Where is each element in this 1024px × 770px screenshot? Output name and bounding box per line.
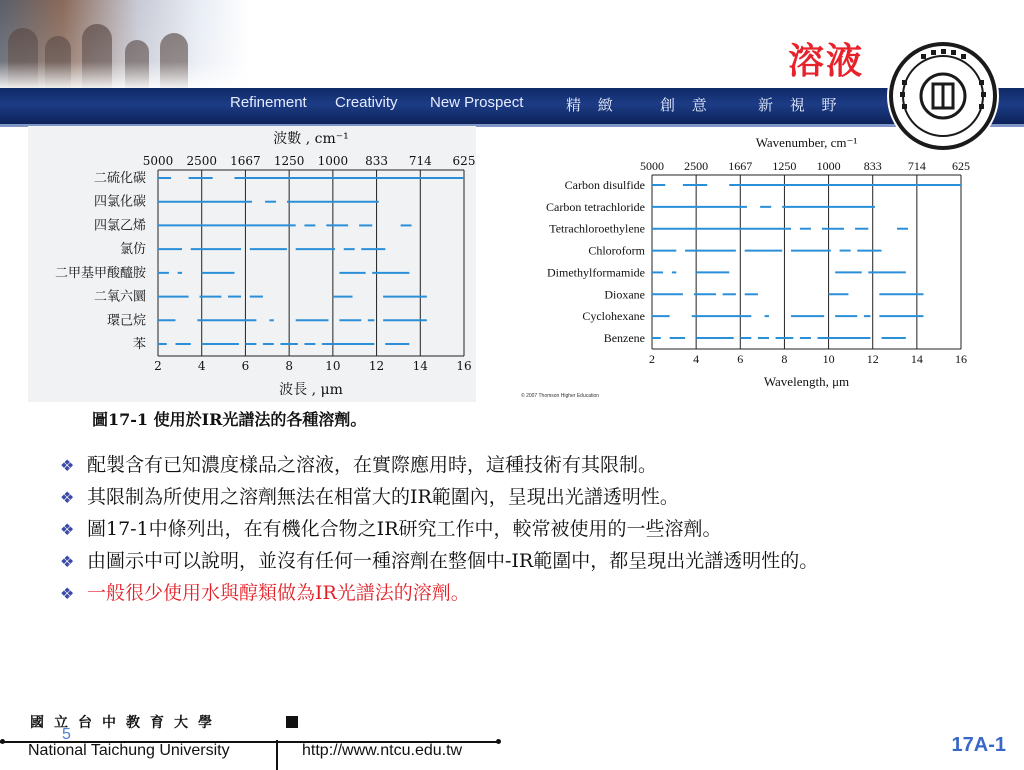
solvent-label: Chloroform xyxy=(588,243,645,258)
footer-separator xyxy=(276,740,278,770)
solvent-label: Dimethylformamide xyxy=(547,265,645,280)
wavelength-tick-label: 10 xyxy=(822,352,835,366)
wavenumber-tick-label: 1667 xyxy=(728,159,753,173)
wavelength-tick-label: 2 xyxy=(154,359,162,373)
wavelength-tick-label: 10 xyxy=(325,359,341,373)
bullet-list xyxy=(60,452,980,612)
footer-url-link[interactable]: http://www.ntcu.edu.tw xyxy=(302,742,463,759)
motto-zh-creativity: 創 意 xyxy=(660,96,713,114)
footer-university-name-en: National Taichung University xyxy=(28,742,230,759)
solvent-label: 四氯乙烯 xyxy=(93,218,146,234)
motto-new-prospect: New Prospect xyxy=(430,94,524,111)
wavelength-tick-label: 16 xyxy=(456,359,472,373)
bullet-text: 一般很少使用水與醇類做為IR光譜法的溶劑。 xyxy=(87,582,470,604)
chart-xlabel: 波長 , μm xyxy=(279,382,343,398)
wavelength-tick-label: 14 xyxy=(412,359,428,373)
diamond-bullet-icon: ❖ xyxy=(60,520,75,539)
diamond-bullet-icon: ❖ xyxy=(60,456,75,475)
solvent-label: 二甲基甲酸醯胺 xyxy=(54,265,146,281)
solvent-label: 氯仿 xyxy=(119,242,146,258)
wavenumber-tick-label: 1667 xyxy=(230,154,261,168)
wavenumber-tick-label: 1250 xyxy=(273,154,305,168)
wavelength-tick-label: 8 xyxy=(285,359,293,373)
bullet-text: 由圖示中可以說明，並沒有任何一種溶劑在整個中-IR範圍中，都呈現出光譜透明性的。 xyxy=(87,550,819,572)
chart-title: 波數 , cm⁻¹ xyxy=(273,131,349,147)
footer-university-name-cn: 國立台中教育大學 xyxy=(30,715,222,731)
wavelength-tick-label: 16 xyxy=(955,352,967,366)
wavelength-tick-label: 4 xyxy=(693,352,700,366)
wavelength-tick-label: 4 xyxy=(197,359,206,373)
solvent-label: Tetrachloroethylene xyxy=(549,221,645,236)
wavelength-tick-label: 2 xyxy=(649,352,655,366)
wavelength-tick-label: 12 xyxy=(368,359,385,373)
wavenumber-tick-label: 5000 xyxy=(640,159,664,173)
slide-footer xyxy=(0,712,1024,768)
wavenumber-tick-label: 714 xyxy=(408,154,432,168)
motto-bar xyxy=(0,88,1024,127)
wavenumber-tick-label: 714 xyxy=(907,159,926,173)
wavenumber-tick-label: 2500 xyxy=(186,154,217,168)
diamond-bullet-icon: ❖ xyxy=(60,488,75,507)
wavenumber-tick-label: 833 xyxy=(365,154,389,168)
bullet-item xyxy=(60,452,980,478)
footer-dot xyxy=(496,739,501,744)
wavenumber-tick-label: 1000 xyxy=(317,154,349,168)
slide-code: 17A-1 xyxy=(951,734,1006,756)
bullet-item-highlight xyxy=(60,580,980,606)
chart-xlabel: Wavelength, μm xyxy=(763,374,850,389)
slide-title: 溶液 xyxy=(787,40,864,82)
wavenumber-tick-label: 625 xyxy=(452,154,476,168)
solvent-label: 二氧六圜 xyxy=(93,289,146,305)
wavenumber-tick-label: 1000 xyxy=(816,159,841,173)
solvent-label: Benzene xyxy=(603,331,645,345)
motto-refinement: Refinement xyxy=(230,94,307,111)
wavenumber-tick-label: 5000 xyxy=(142,154,174,168)
diamond-bullet-icon: ❖ xyxy=(60,584,75,603)
solvent-label: Carbon disulfide xyxy=(564,178,645,192)
wavelength-tick-label: 12 xyxy=(866,352,879,366)
solvent-label: 二硫化碳 xyxy=(93,171,146,186)
motto-zh-new-vision: 新 視 野 xyxy=(758,96,843,114)
wavenumber-tick-label: 833 xyxy=(863,159,882,173)
copyright-note: © 2007 Thomson Higher Education xyxy=(521,393,600,399)
wavelength-tick-label: 6 xyxy=(241,359,250,373)
wavelength-tick-label: 6 xyxy=(737,352,744,366)
diamond-bullet-icon: ❖ xyxy=(60,552,75,571)
solvent-chart-chinese xyxy=(28,126,476,402)
wavenumber-tick-label: 2500 xyxy=(684,159,709,173)
slide-header xyxy=(0,0,1024,125)
solvent-chart-english-svg xyxy=(515,131,975,399)
footer-square-icon xyxy=(286,716,298,728)
motto-creativity: Creativity xyxy=(335,94,398,111)
bullet-text: 圖17-1中條列出，在有機化合物之IR研究工作中，較常被使用的一些溶劑。 xyxy=(87,518,722,540)
bullet-item xyxy=(60,516,980,542)
solvent-label: 苯 xyxy=(132,337,146,352)
solvent-label: Carbon tetrachloride xyxy=(546,199,645,214)
solvent-chart-chinese-svg xyxy=(28,126,476,402)
motto-zh-refinement: 精 緻 xyxy=(566,96,619,114)
bullet-text: 其限制為所使用之溶劑無法在相當大的IR範圍內，呈現出光譜透明性。 xyxy=(87,486,679,508)
bullet-item xyxy=(60,548,980,574)
wavelength-tick-label: 14 xyxy=(910,352,923,366)
figure-caption: 圖17-1 使用於IR光譜法的各種溶劑。 xyxy=(92,410,367,429)
solvent-label: 四氯化碳 xyxy=(93,194,146,210)
chart-title: Wavenumber, cm⁻¹ xyxy=(755,135,858,150)
page-number: 5 xyxy=(62,726,71,743)
solvent-label: 環己烷 xyxy=(106,313,146,329)
header-photo xyxy=(0,0,250,88)
bullet-item xyxy=(60,484,980,510)
solvent-label: Dioxane xyxy=(604,287,645,302)
solvent-chart-english xyxy=(515,131,975,399)
bullet-text: 配製含有已知濃度樣品之溶液，在實際應用時，這種技術有其限制。 xyxy=(87,454,658,476)
wavenumber-tick-label: 1250 xyxy=(772,159,797,173)
solvent-label: Cyclohexane xyxy=(582,309,645,324)
wavelength-tick-label: 8 xyxy=(781,352,788,366)
footer-dot xyxy=(0,739,5,744)
wavenumber-tick-label: 625 xyxy=(952,159,970,173)
